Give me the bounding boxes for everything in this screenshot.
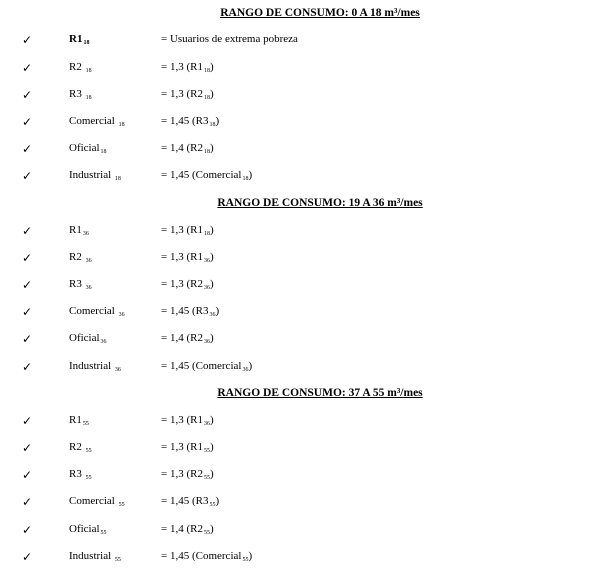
list-item [0,115,606,133]
check-mark-icon: ✓ [22,550,33,564]
tariff-formula: = 1,3 (R218) [161,88,214,101]
tariff-code: R136 [69,224,89,237]
list-item [0,278,606,296]
tariff-formula: = 1,3 (R136) [161,414,214,427]
tariff-code: R3 55 [69,468,92,481]
list-item [0,224,606,242]
tariff-code: R2 55 [69,441,92,454]
tariff-formula: = 1,45 (R336) [161,305,220,318]
tariff-code: Comercial 55 [69,495,125,508]
check-mark-icon: ✓ [22,33,33,47]
section-title: RANGO DE CONSUMO: 19 A 36 m³/mes [217,197,423,209]
list-item [0,142,606,160]
tariff-formula: = 1,45 (R355) [161,495,220,508]
section-title: RANGO DE CONSUMO: 0 A 18 m³/mes [220,7,420,19]
tariff-code: R155 [69,414,89,427]
check-mark-icon: ✓ [22,360,33,374]
tariff-code: Oficial55 [69,523,107,536]
check-mark-icon: ✓ [22,495,33,509]
tariff-formula: = 1,4 (R218) [161,142,214,155]
tariff-code: Oficial36 [69,332,107,345]
list-item [0,169,606,187]
tariff-formula: = 1,3 (R118) [161,224,214,237]
tariff-code: R3 36 [69,278,92,291]
list-item [0,305,606,323]
tariff-formula: = 1,3 (R255) [161,468,214,481]
check-mark-icon: ✓ [22,305,33,319]
check-mark-icon: ✓ [22,441,33,455]
tariff-code: Industrial 36 [69,360,121,373]
list-item [0,523,606,541]
tariff-formula: = 1,3 (R155) [161,441,214,454]
check-mark-icon: ✓ [22,115,33,129]
tariff-formula: = 1,3 (R236) [161,278,214,291]
list-item [0,88,606,106]
tariff-code: Industrial 18 [69,169,121,182]
check-mark-icon: ✓ [22,414,33,428]
tariff-formula: = 1,45 (R318) [161,115,220,128]
tariff-code: R118 [69,33,90,46]
check-mark-icon: ✓ [22,142,33,156]
list-item [0,360,606,378]
tariff-formula: = Usuarios de extrema pobreza [161,33,298,45]
tariff-formula: = 1,3 (R118) [161,61,214,74]
check-mark-icon: ✓ [22,332,33,346]
list-item [0,251,606,269]
tariff-formula: = 1,45 (Comercial18) [161,169,253,182]
list-item [0,468,606,486]
check-mark-icon: ✓ [22,523,33,537]
tariff-code: Industrial 55 [69,550,121,563]
check-mark-icon: ✓ [22,88,33,102]
list-item [0,441,606,459]
check-mark-icon: ✓ [22,278,33,292]
check-mark-icon: ✓ [22,224,33,238]
list-item [0,332,606,350]
tariff-formula: = 1,4 (R236) [161,332,214,345]
tariff-code: Oficial18 [69,142,107,155]
check-mark-icon: ✓ [22,169,33,183]
section-title: RANGO DE CONSUMO: 37 A 55 m³/mes [217,387,423,399]
tariff-formula: = 1,45 (Comercial36) [161,360,253,373]
list-item [0,33,606,51]
check-mark-icon: ✓ [22,251,33,265]
tariff-code: R3 18 [69,88,92,101]
tariff-code: Comercial 36 [69,305,125,318]
list-item [0,414,606,432]
tariff-code: R2 18 [69,61,92,74]
check-mark-icon: ✓ [22,468,33,482]
tariff-code: R2 36 [69,251,92,264]
tariff-formula: = 1,4 (R255) [161,523,214,536]
list-item [0,550,606,568]
list-item [0,61,606,79]
tariff-formula: = 1,45 (Comercial55) [161,550,253,563]
check-mark-icon: ✓ [22,61,33,75]
tariff-formula: = 1,3 (R136) [161,251,214,264]
list-item [0,495,606,513]
tariff-code: Comercial 18 [69,115,125,128]
